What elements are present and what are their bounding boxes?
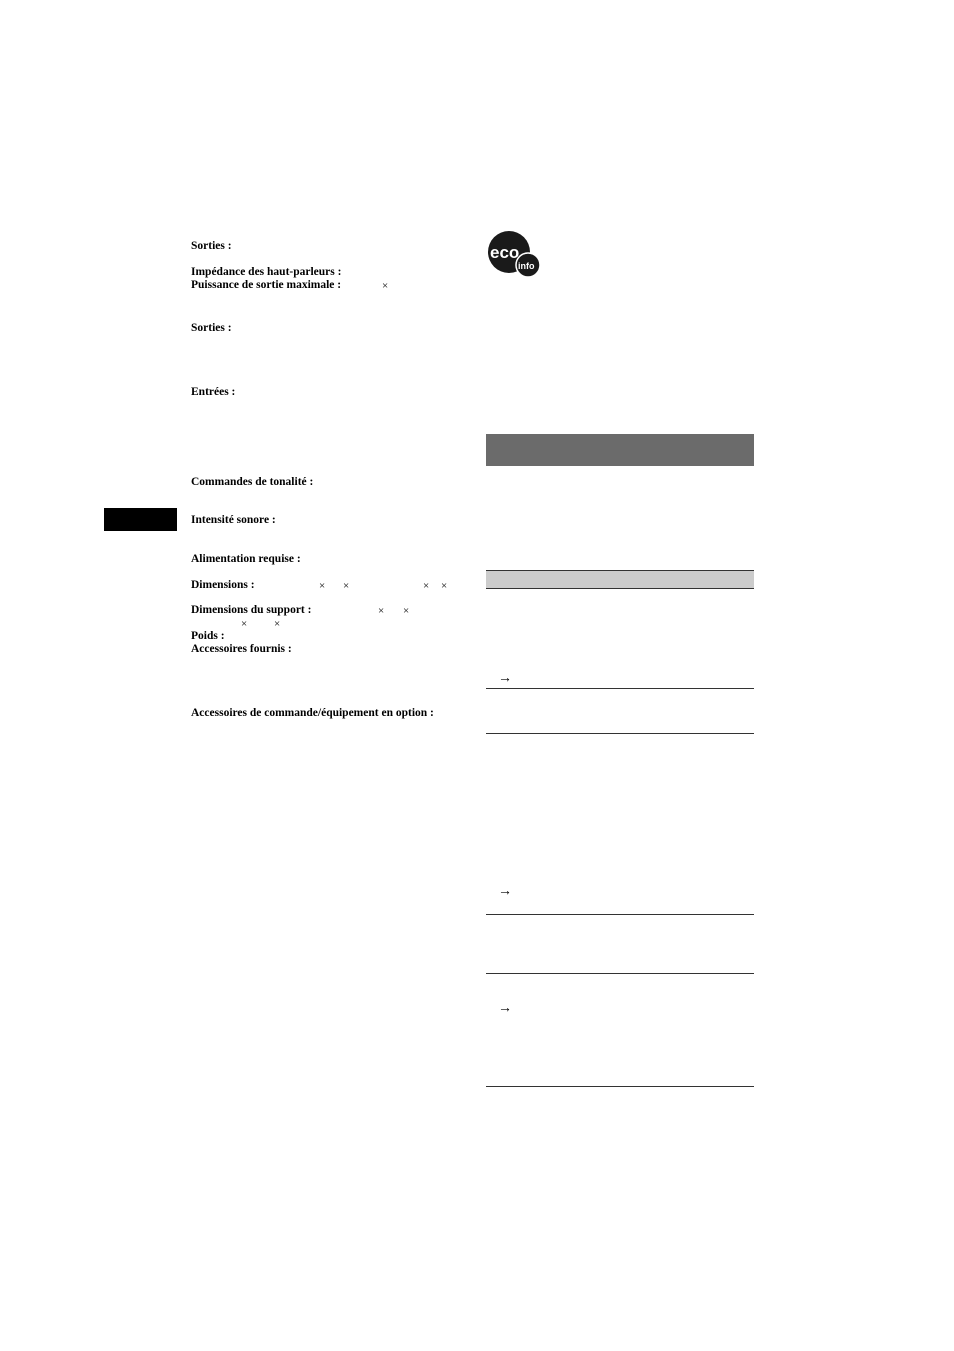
times-symbol: × [403, 605, 410, 617]
times-symbol: × [241, 618, 248, 630]
times-symbol: × [274, 618, 281, 630]
spec-label-accessoires-option: Accessoires de commande/équipement en option : [191, 707, 434, 719]
spec-label-sorties-2: Sorties : [191, 322, 232, 334]
times-symbol: × [423, 580, 430, 592]
arrow-icon: → [498, 1001, 512, 1016]
table-rule [486, 688, 754, 689]
spec-label-dimensions-support: Dimensions du support : [191, 604, 312, 616]
spec-label-sorties: Sorties : [191, 240, 232, 252]
times-symbol: × [382, 280, 389, 292]
spec-label-tonalite: Commandes de tonalité : [191, 476, 314, 488]
table-rule [486, 973, 754, 974]
table-header-row [486, 570, 754, 589]
spec-label-dimensions: Dimensions : [191, 579, 255, 591]
spec-label-poids: Poids : [191, 630, 225, 642]
spec-label-accessoires-fournis: Accessoires fournis : [191, 643, 292, 655]
spec-label-intensite: Intensité sonore : [191, 514, 276, 526]
times-symbol: × [319, 580, 326, 592]
times-symbol: × [343, 580, 350, 592]
times-symbol: × [378, 605, 385, 617]
times-symbol: × [441, 580, 448, 592]
eco-word: eco [490, 243, 520, 262]
table-rule [486, 914, 754, 915]
arrow-icon: → [498, 671, 512, 686]
arrow-icon: → [498, 884, 512, 899]
spec-label-entrees: Entrées : [191, 386, 236, 398]
section-header-bar [486, 434, 754, 466]
table-rule [486, 1086, 754, 1087]
eco-info-logo [487, 230, 543, 278]
eco-sub: info [518, 261, 535, 271]
spec-label-alimentation: Alimentation requise : [191, 553, 301, 565]
spec-label-puissance: Puissance de sortie maximale : [191, 279, 342, 291]
page-tab-marker [104, 508, 177, 531]
table-rule [486, 733, 754, 734]
spec-label-impedance: Impédance des haut-parleurs : [191, 266, 342, 278]
